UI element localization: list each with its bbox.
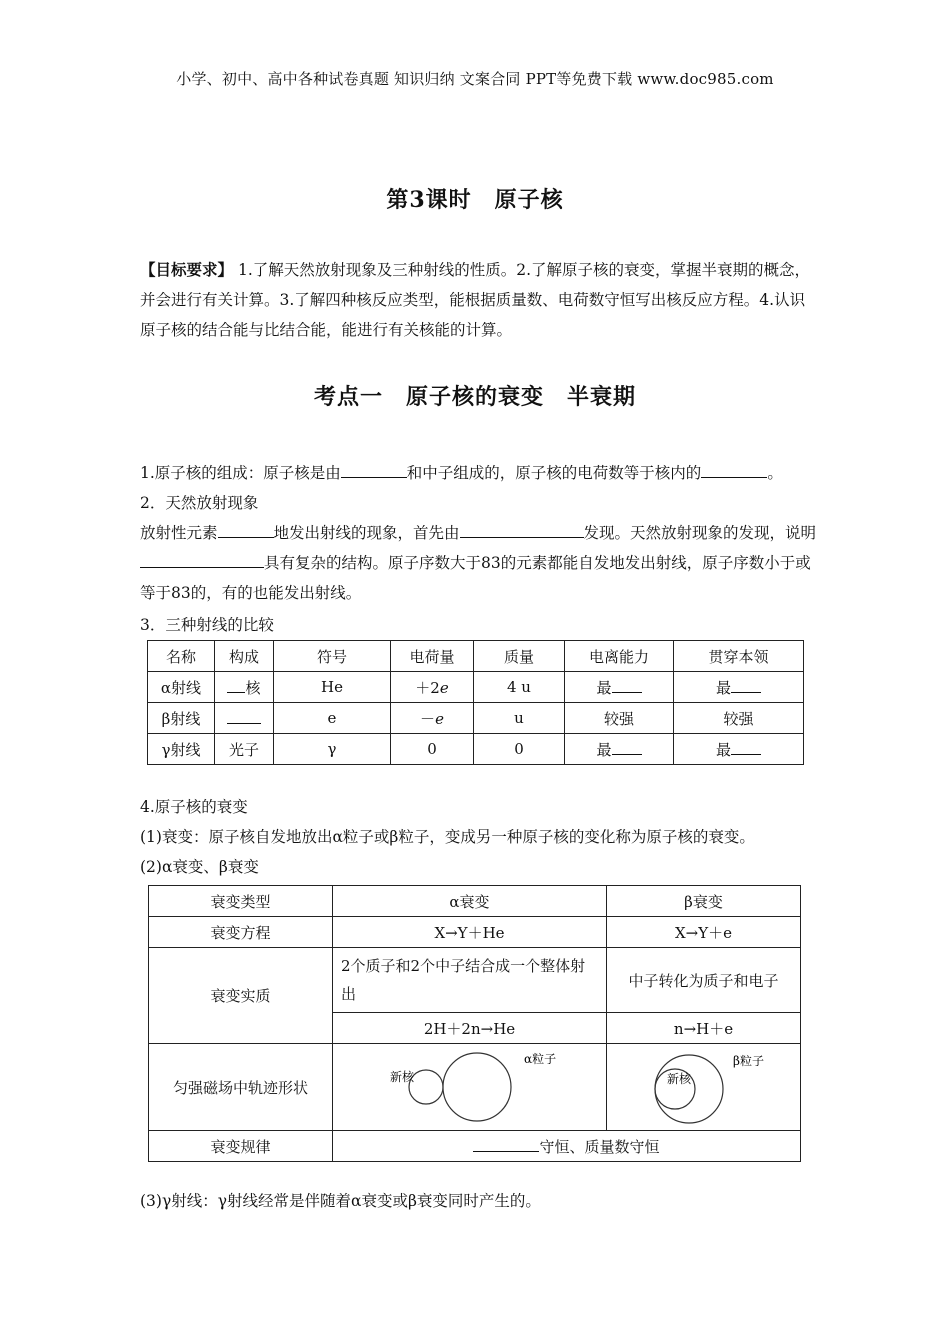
cell-name: γ射线 bbox=[148, 734, 215, 765]
fill-blank bbox=[341, 463, 407, 478]
fill-blank bbox=[731, 740, 761, 755]
cell-ionization bbox=[565, 703, 674, 734]
new-nucleus-label: 新核 bbox=[389, 1070, 414, 1084]
p2-text-b: 地发出射线的现象，首先由 bbox=[273, 524, 460, 542]
cell-ionization bbox=[565, 734, 674, 765]
cell-penetration bbox=[674, 734, 804, 765]
fill-blank bbox=[227, 678, 245, 693]
table-row bbox=[148, 703, 804, 734]
table-header-row bbox=[149, 886, 801, 917]
p2-text-d: 具有复杂的结构。原子序数大于83的元素都能自发地发出射线，原子序数小于或等于83的，有的也能发出射线。 bbox=[140, 554, 811, 602]
alpha-orbit bbox=[443, 1053, 511, 1121]
fill-blank bbox=[612, 740, 642, 755]
fill-blank bbox=[731, 678, 761, 693]
charge-value: ＋2 bbox=[415, 678, 440, 697]
rule-text: 守恒、质量数守恒 bbox=[539, 1137, 660, 1156]
beta-orbit bbox=[655, 1055, 723, 1123]
header-cell: α衰变 bbox=[333, 886, 607, 917]
table-row bbox=[149, 917, 801, 948]
pen-text: 最 bbox=[715, 740, 731, 759]
fill-blank bbox=[612, 678, 642, 693]
cell-mass: 0 bbox=[474, 734, 565, 765]
pen-text: 最 bbox=[715, 678, 731, 697]
table-row bbox=[149, 1131, 801, 1162]
p1-text-b: 和中子组成的，原子核的电荷数等于核内的 bbox=[406, 464, 702, 482]
paragraph-1 bbox=[140, 458, 820, 488]
cell-charge bbox=[391, 734, 474, 765]
p2-text-c: 发现。天然放射现象的发现，说明 bbox=[583, 524, 817, 542]
cell-composition bbox=[215, 734, 274, 765]
header-cell: 衰变类型 bbox=[149, 886, 333, 917]
table-row bbox=[149, 948, 801, 1013]
alpha-track-svg bbox=[370, 1045, 570, 1129]
row-label: 匀强磁场中轨迹形状 bbox=[149, 1044, 333, 1131]
beta-track-diagram bbox=[607, 1044, 801, 1131]
alpha-essence: 2个质子和2个中子结合成一个整体射出 bbox=[333, 948, 607, 1013]
cell-composition bbox=[215, 703, 274, 734]
cell-symbol: e bbox=[274, 703, 391, 734]
p4-sentence-2: (2)α衰变、β衰变 bbox=[140, 858, 259, 876]
cell-ionization bbox=[565, 672, 674, 703]
paragraph-2 bbox=[140, 488, 820, 608]
alpha-essence-equation: 2H＋2n→He bbox=[333, 1013, 607, 1044]
paragraph-5: (3)γ射线：γ射线经常是伴随着α衰变或β衰变同时产生的。 bbox=[140, 1192, 541, 1210]
cell-name: β射线 bbox=[148, 703, 215, 734]
cell-mass: u bbox=[474, 703, 565, 734]
paragraph-4 bbox=[140, 792, 820, 882]
header-cell: 名称 bbox=[148, 641, 215, 672]
alpha-track-diagram bbox=[333, 1044, 607, 1131]
comp-text: 核 bbox=[245, 678, 261, 697]
fill-blank bbox=[473, 1137, 539, 1152]
alpha-particle-label: α粒子 bbox=[523, 1052, 556, 1066]
ion-text: 最 bbox=[596, 740, 612, 759]
header-cell: β衰变 bbox=[607, 886, 801, 917]
page-title: 第3课时 原子核 bbox=[386, 187, 564, 213]
cell-charge bbox=[391, 703, 474, 734]
beta-essence-equation: n→H＋e bbox=[607, 1013, 801, 1044]
charge-value: 0 bbox=[427, 740, 437, 758]
cell-penetration bbox=[674, 672, 804, 703]
charge-value: － bbox=[420, 709, 436, 728]
cell-charge bbox=[391, 672, 474, 703]
row-label: 衰变方程 bbox=[149, 917, 333, 948]
ion-text: 较强 bbox=[603, 709, 634, 728]
cell-symbol: γ bbox=[274, 734, 391, 765]
table-header-row bbox=[148, 641, 804, 672]
new-nucleus-label: 新核 bbox=[666, 1072, 691, 1086]
beta-essence: 中子转化为质子和电子 bbox=[607, 948, 801, 1013]
row-label: 衰变实质 bbox=[149, 948, 333, 1044]
goal-tag: 【目标要求】 bbox=[140, 260, 234, 279]
header-cell: 质量 bbox=[474, 641, 565, 672]
comp-text: 光子 bbox=[228, 740, 259, 759]
p2-text-a: 放射性元素 bbox=[140, 524, 218, 542]
ion-text: 最 bbox=[596, 678, 612, 697]
pen-text: 较强 bbox=[723, 709, 754, 728]
cell-mass: 4 u bbox=[474, 672, 565, 703]
table-row bbox=[148, 734, 804, 765]
decay-rule bbox=[333, 1131, 801, 1162]
paragraph-3-heading: 3．三种射线的比较 bbox=[140, 616, 274, 634]
fill-blank bbox=[218, 523, 274, 538]
cell-symbol: He bbox=[274, 672, 391, 703]
ray-comparison-table bbox=[147, 640, 804, 765]
beta-particle-label: β粒子 bbox=[732, 1054, 764, 1068]
row-label: 衰变规律 bbox=[149, 1131, 333, 1162]
header-cell: 贯穿本领 bbox=[674, 641, 804, 672]
page-header: 小学、初中、高中各种试卷真题 知识归纳 文案合同 PPT等免费下载 www.doc985.com bbox=[176, 70, 774, 88]
fill-blank bbox=[140, 553, 264, 568]
fill-blank bbox=[460, 523, 584, 538]
goal-text: 1.了解天然放射现象及三种射线的性质。2.了解原子核的衰变，掌握半衰期的概念，并会进行有关计算。3.了解四种核反应类型，能根据质量数、电荷数守恒写出核反应方程。4.认识原子核的结合能与比结合能，能进行有关核能的计算。 bbox=[140, 261, 811, 339]
fill-blank bbox=[701, 463, 767, 478]
cell-penetration bbox=[674, 703, 804, 734]
section-heading: 考点一 原子核的衰变 半衰期 bbox=[313, 384, 636, 410]
alpha-equation: X→Y＋He bbox=[333, 917, 607, 948]
p4-heading: 4.原子核的衰变 bbox=[140, 798, 248, 816]
p4-sentence-1: (1)衰变：原子核自发地放出α粒子或β粒子，变成另一种原子核的变化称为原子核的衰变。 bbox=[140, 828, 755, 846]
beta-equation: X→Y＋e bbox=[607, 917, 801, 948]
beta-track-svg bbox=[629, 1045, 779, 1129]
charge-unit: e bbox=[435, 709, 444, 728]
p1-text-c: 。 bbox=[767, 464, 783, 482]
cell-composition bbox=[215, 672, 274, 703]
header-cell: 电荷量 bbox=[391, 641, 474, 672]
header-cell: 符号 bbox=[274, 641, 391, 672]
fill-blank bbox=[227, 709, 261, 724]
learning-goals bbox=[140, 255, 820, 345]
new-nucleus-orbit bbox=[409, 1070, 443, 1104]
header-cell: 电离能力 bbox=[565, 641, 674, 672]
cell-name: α射线 bbox=[148, 672, 215, 703]
table-row bbox=[149, 1044, 801, 1131]
table-row bbox=[148, 672, 804, 703]
p2-heading: 2．天然放射现象 bbox=[140, 494, 259, 512]
header-cell: 构成 bbox=[215, 641, 274, 672]
decay-table bbox=[148, 885, 801, 1162]
charge-unit: e bbox=[439, 678, 449, 697]
p1-text-a: 1.原子核的组成：原子核是由 bbox=[140, 464, 341, 482]
